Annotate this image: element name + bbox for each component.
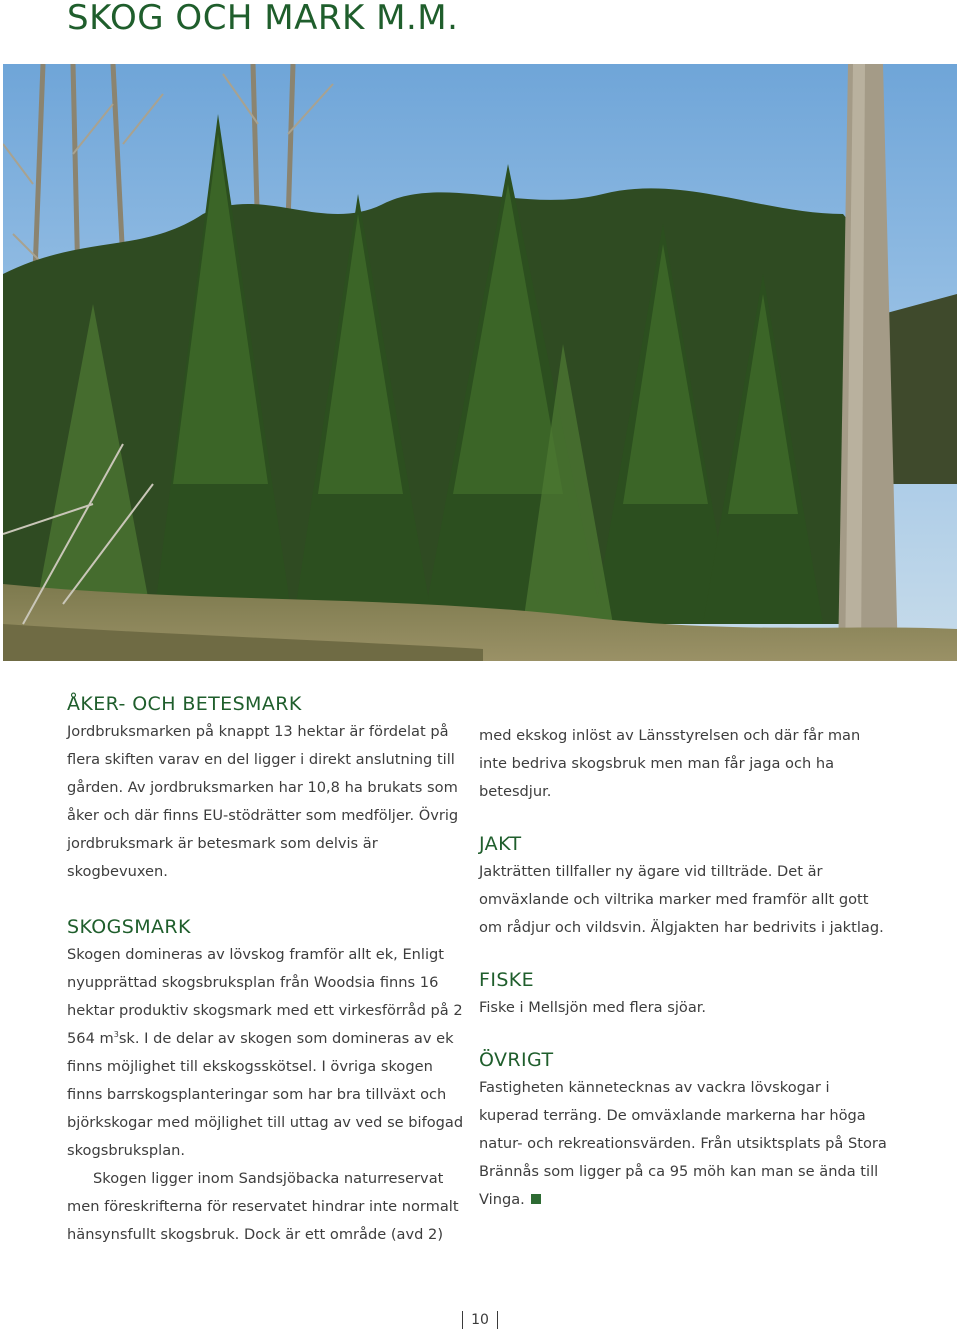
fiske-heading: FISKE	[479, 969, 535, 991]
page-number: 10	[471, 1312, 489, 1328]
ovrigt-heading: ÖVRIGT	[479, 1049, 554, 1071]
skogsmark-text-reservat: Skogen ligger inom Sandsjöbacka naturreservat men föreskrifterna för reservatet hindrar inte normalt hänsynsfullt skogsbruk. Dock är ett område (avd 2)	[67, 1170, 459, 1243]
forest-photo	[3, 64, 957, 661]
fiske-text: Fiske i Mellsjön med flera sjöar.	[479, 999, 707, 1016]
divider-right	[497, 1311, 498, 1329]
aker-heading: ÅKER- OCH BETESMARK	[67, 693, 302, 715]
skogsmark-text: Skogen domineras av lövskog framför allt ek, Enligt nyupprättad skogsbruksplan från Woodsia finns 16 hektar produktiv skogsmark med ett virkesförråd på 2 564 $m^3sk$. I de delar av skogen som domineras av ek finns möjlighet till ekskogsskötsel. I övriga skogen finns barrskogsplanteringar som har bra tillväxt och björkskogar med möjlighet till uttag av ved se bifogad skogsbruksplan.	[67, 946, 464, 1159]
skogsmark-heading: SKOGSMARK	[67, 916, 191, 938]
right-column	[479, 722, 889, 1214]
jakt-text: Jakträtten tillfaller ny ägare vid tillträde. Det är omväxlande och viltrika marker med framför allt gott om rådjur och vildsvin. Älgjakten har bedrivits i jaktlag.	[479, 863, 884, 936]
jakt-heading: JAKT	[479, 833, 522, 855]
end-of-article-square-icon	[531, 1194, 541, 1204]
page-footer	[0, 1311, 960, 1333]
aker-text: Jordbruksmarken på knappt 13 hektar är fördelat på flera skiften varav en del ligger i direkt anslutning till gården. Av jordbruksmarken har 10,8 ha brukats som åker och där finns EU-stödrätter som medföljer. Övrig jordbruksmark är betesmark som delvis är skogbevuxen.	[67, 723, 459, 880]
ovrigt-text: Fastigheten kännetecknas av vackra lövskogar i kuperad terräng. De omväxlande markerna har höga natur- och rekreationsvärden. Från utsiktsplats på Stora Brännås som ligger på ca 95 möh kan man se ända till Vinga.	[479, 1079, 887, 1208]
skogsmark-continued-text: med ekskog inlöst av Länsstyrelsen och där får man inte bedriva skogsbruk men man får jaga och ha betesdjur.	[479, 727, 861, 800]
left-column	[67, 690, 467, 1249]
forest-image	[3, 64, 957, 661]
page-title: SKOG OCH MARK M.M.	[67, 0, 459, 38]
